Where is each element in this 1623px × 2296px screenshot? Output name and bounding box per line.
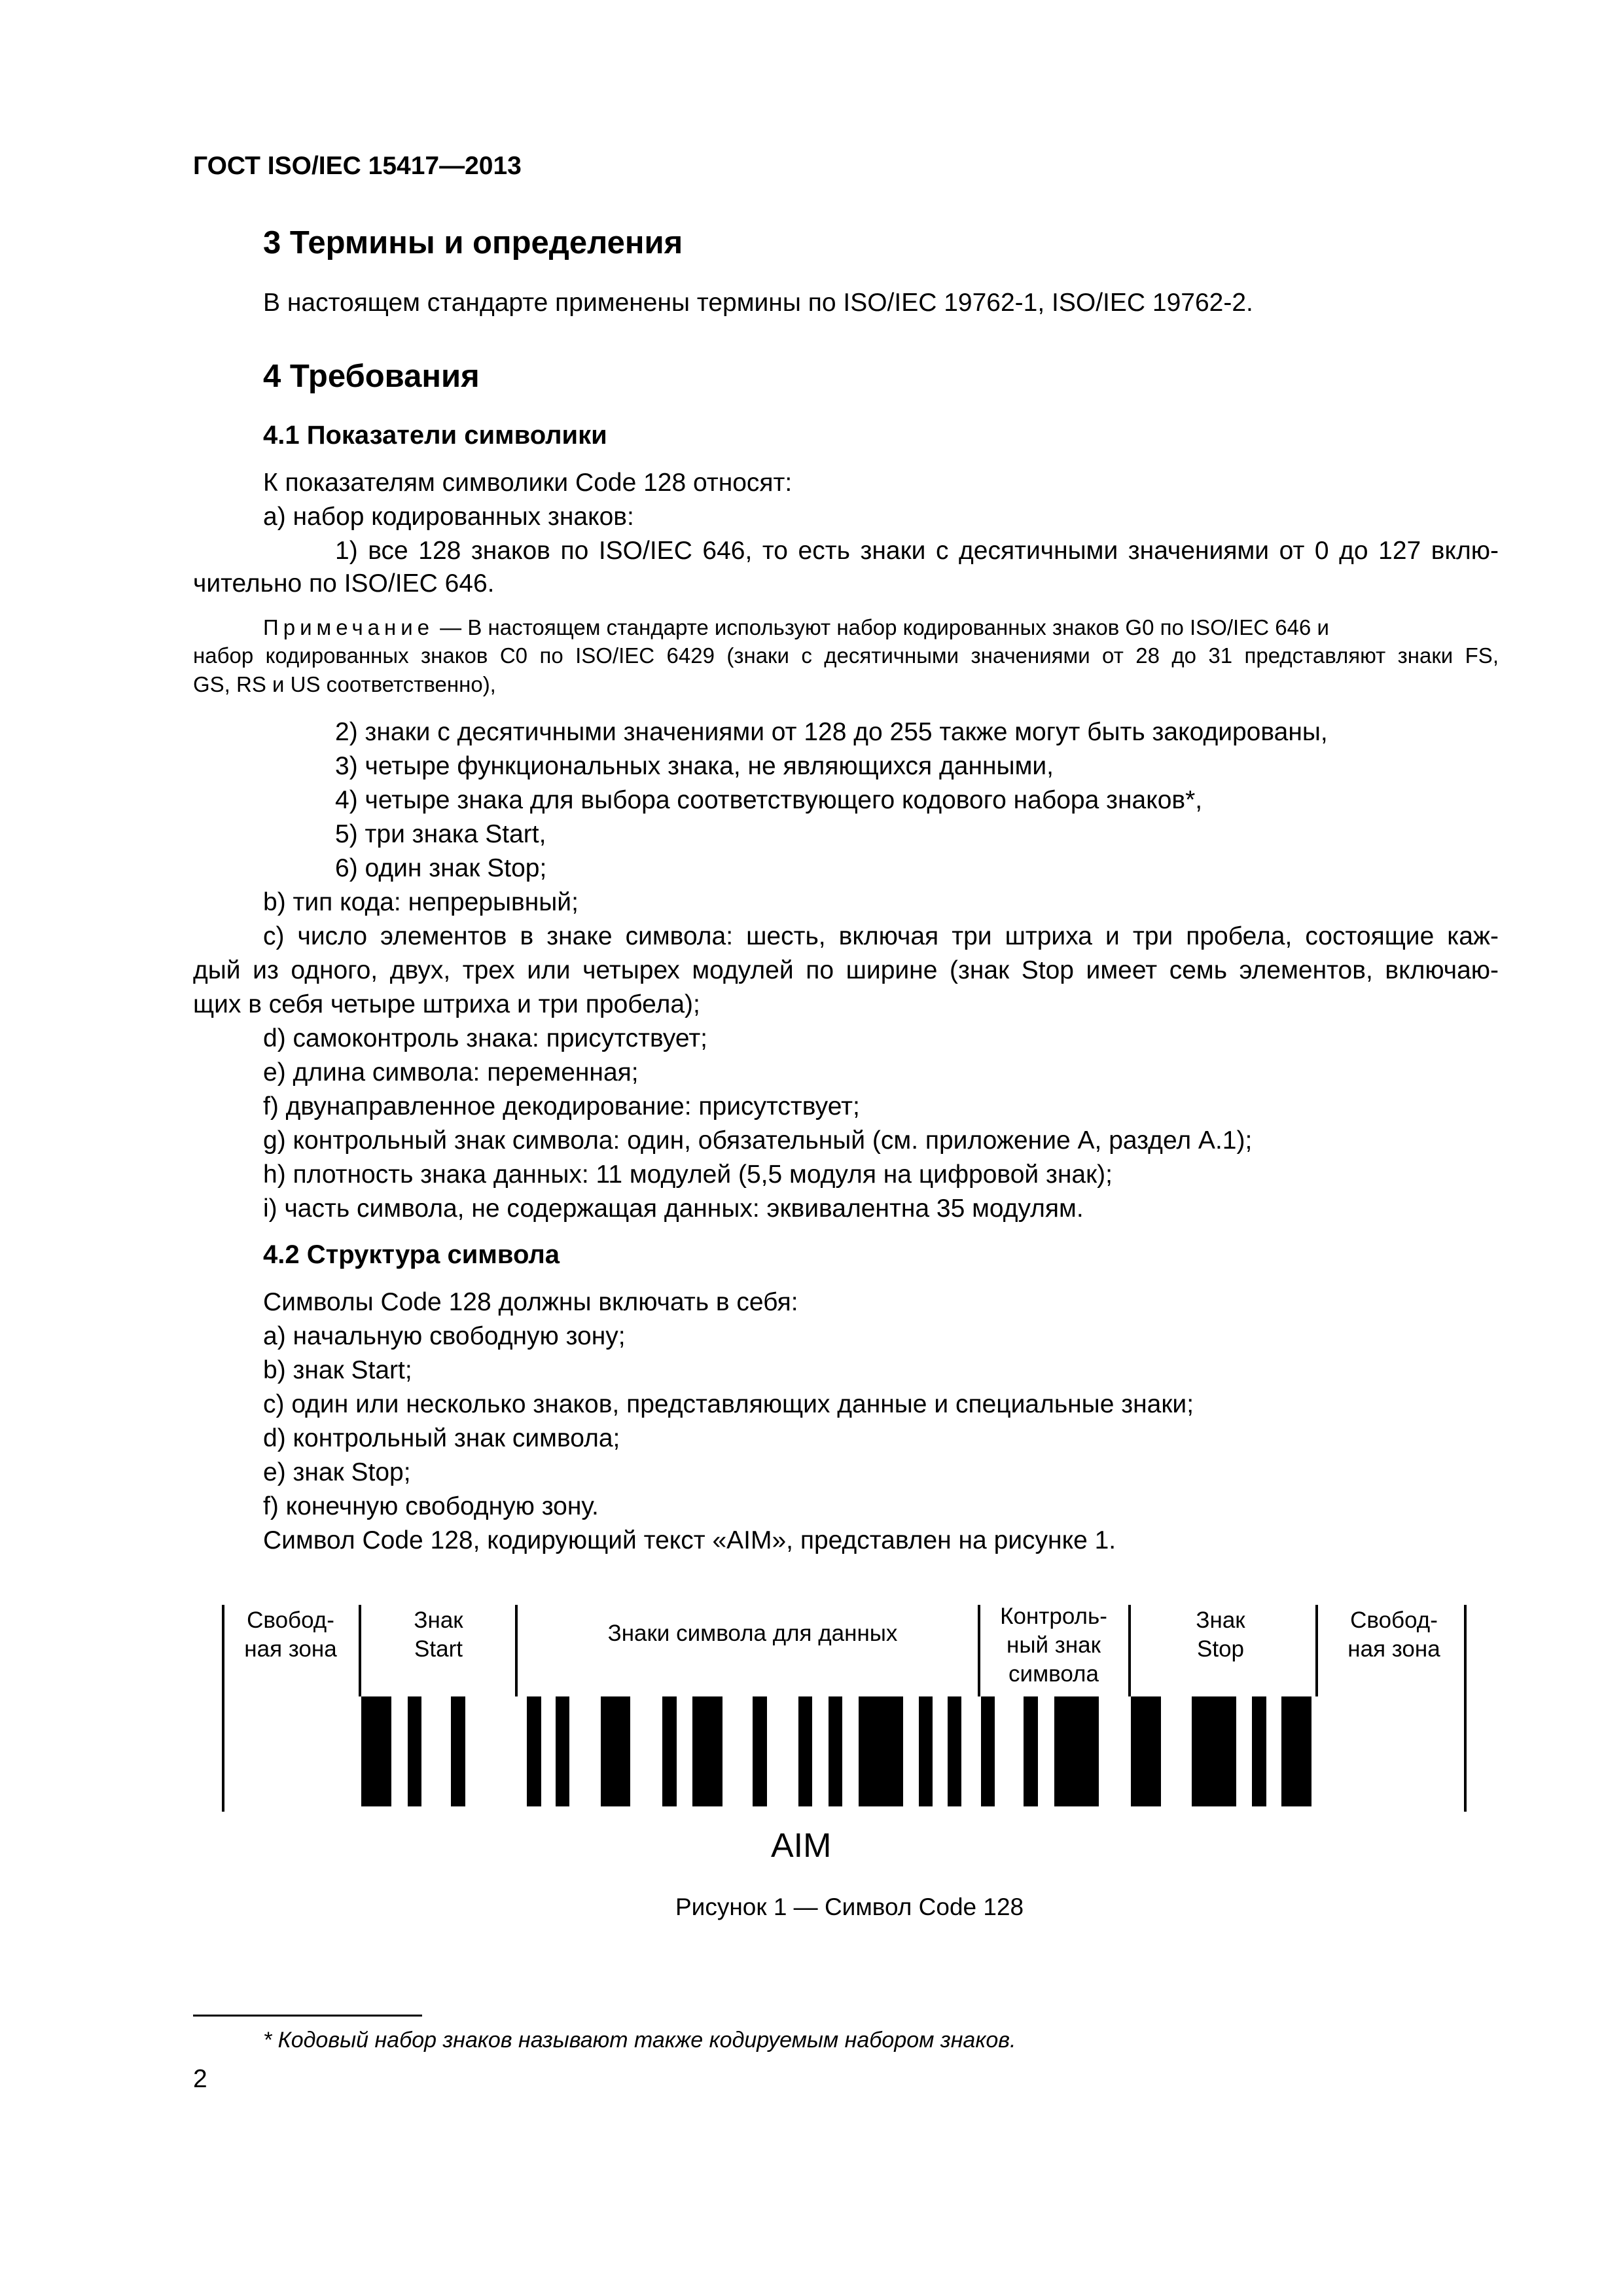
note-line-2: набор кодированных знаков С0 по ISO/IEC 6429 (знаки с десятичными значениями от 28 до 31 представляют знаки FS, xyxy=(193,643,1499,668)
barcode-bar xyxy=(527,1696,541,1806)
figure-reference: Символ Code 128, кодирующий текст «AIM», представлен на рисунке 1. xyxy=(263,1526,1116,1554)
list-item-c-line2: дый из одного, двух, трех или четырех модулей по ширине (знак Stop имеет семь элементов, включаю- xyxy=(193,956,1499,984)
note-line-1 xyxy=(263,615,1499,640)
human-readable-text: AIM xyxy=(771,1827,832,1865)
barcode-bar xyxy=(859,1696,903,1806)
separator-data-check xyxy=(978,1605,980,1696)
list-item-a2: 2) знаки с десятичными значениями от 128 до 255 также могут быть закодированы, xyxy=(335,718,1328,746)
barcode-bar xyxy=(451,1696,465,1806)
structure-item-f: f) конечную свободную зону. xyxy=(263,1492,599,1520)
barcode-bar xyxy=(753,1696,767,1806)
barcode-bar xyxy=(692,1696,722,1806)
list-item-a1-line1: 1) все 128 знаков по ISO/IEC 646, то есть знаки с десятичными значениями от 0 до 127 вклю- xyxy=(335,537,1499,565)
barcode-bar xyxy=(948,1696,961,1806)
list-item-a6: 6) один знак Stop; xyxy=(335,854,547,882)
barcode-bar xyxy=(361,1696,391,1806)
figure-caption: Рисунок 1 — Символ Code 128 xyxy=(675,1893,1024,1920)
separator-right-edge xyxy=(1464,1605,1467,1812)
section-4-1-title: 4.1 Показатели символики xyxy=(263,421,607,450)
section-4-title: 4 Требования xyxy=(263,359,480,394)
barcode-bar xyxy=(1192,1696,1236,1806)
barcode-bar xyxy=(798,1696,812,1806)
label-start: Знак Start xyxy=(414,1607,463,1662)
label-stop: Знак Stop xyxy=(1196,1607,1245,1662)
structure-item-a: а) начальную свободную зону; xyxy=(263,1322,626,1350)
label-data-characters: Знаки символа для данных xyxy=(607,1621,898,1646)
structure-item-c: c) один или несколько знаков, представляющих данные и специальные знаки; xyxy=(263,1390,1194,1418)
barcode-bar xyxy=(919,1696,933,1806)
separator-left-edge xyxy=(222,1605,224,1812)
list-item-b: b) тип кода: непрерывный; xyxy=(263,888,579,916)
note-line-3: GS, RS и US соответственно), xyxy=(193,672,496,696)
barcode-bar xyxy=(1252,1696,1266,1806)
label-quiet-zone-right: Свобод- ная зона xyxy=(1347,1607,1440,1662)
barcode-bar xyxy=(1024,1696,1038,1806)
list-item-i: i) часть символа, не содержащая данных: эквивалентна 35 модулям. xyxy=(263,1194,1084,1223)
structure-intro: Символы Code 128 должны включать в себя: xyxy=(263,1288,798,1316)
list-item-a1-line2: чительно по ISO/IEC 646. xyxy=(193,569,495,598)
page-number: 2 xyxy=(193,2065,207,2093)
barcode-bar xyxy=(981,1696,995,1806)
note-label: Примечание xyxy=(263,615,435,639)
barcode-bar xyxy=(601,1696,630,1806)
structure-item-b: b) знак Start; xyxy=(263,1356,412,1384)
section-3-title: 3 Термины и определения xyxy=(263,225,683,260)
barcode-bar xyxy=(556,1696,569,1806)
section-3-text: В настоящем стандарте применены термины по ISO/IEC 19762-1, ISO/IEC 19762-2. xyxy=(263,289,1253,317)
barcode-bar xyxy=(1131,1696,1161,1806)
separator-stop-quiet xyxy=(1315,1605,1318,1696)
list-intro: К показателям символики Code 128 относят: xyxy=(263,469,793,497)
separator-check-stop xyxy=(1128,1605,1131,1696)
footnote-divider xyxy=(193,2015,422,2017)
barcode-bar xyxy=(1054,1696,1099,1806)
note-text-1: — В настоящем стандарте используют набор кодированных знаков G0 по ISO/IEC 646 и xyxy=(434,615,1329,639)
section-4-2-title: 4.2 Структура символа xyxy=(263,1240,560,1269)
list-item-a5: 5) три знака Start, xyxy=(335,820,546,848)
label-check-character: Контроль- ный знак символа xyxy=(1000,1604,1107,1687)
separator-start-data xyxy=(515,1605,518,1696)
barcode-bar xyxy=(408,1696,421,1806)
list-item-h: h) плотность знака данных: 11 модулей (5,5 модуля на цифровой знак); xyxy=(263,1160,1113,1189)
barcode-bar xyxy=(829,1696,842,1806)
list-item-c-line1: c) число элементов в знаке символа: шесть, включая три штриха и три пробела, состоящие каж- xyxy=(263,922,1499,950)
separator-quiet-start xyxy=(359,1605,361,1696)
structure-item-d: d) контрольный знак символа; xyxy=(263,1424,620,1452)
label-quiet-zone-left: Свобод- ная зона xyxy=(244,1607,337,1662)
list-item-c-line3: щих в себя четыре штриха и три пробела); xyxy=(193,990,700,1018)
list-item-d: d) самоконтроль знака: присутствует; xyxy=(263,1024,708,1052)
structure-item-e: e) знак Stop; xyxy=(263,1458,411,1486)
list-item-f: f) двунаправленное декодирование: присутствует; xyxy=(263,1092,860,1121)
barcode-bar xyxy=(662,1696,677,1806)
list-item-a4: 4) четыре знака для выбора соответствующего кодового набора знаков*, xyxy=(335,786,1203,814)
footnote: * Кодовый набор знаков называют также кодируемым набором знаков. xyxy=(263,2028,1016,2053)
list-item-a: а) набор кодированных знаков: xyxy=(263,503,634,531)
barcode-bar xyxy=(1281,1696,1311,1806)
list-item-a3: 3) четыре функциональных знака, не являющихся данными, xyxy=(335,752,1054,780)
document-header: ГОСТ ISO/IEC 15417—2013 xyxy=(193,152,522,180)
list-item-g: g) контрольный знак символа: один, обязательный (см. приложение А, раздел А.1); xyxy=(263,1126,1253,1155)
list-item-e: e) длина символа: переменная; xyxy=(263,1058,639,1086)
